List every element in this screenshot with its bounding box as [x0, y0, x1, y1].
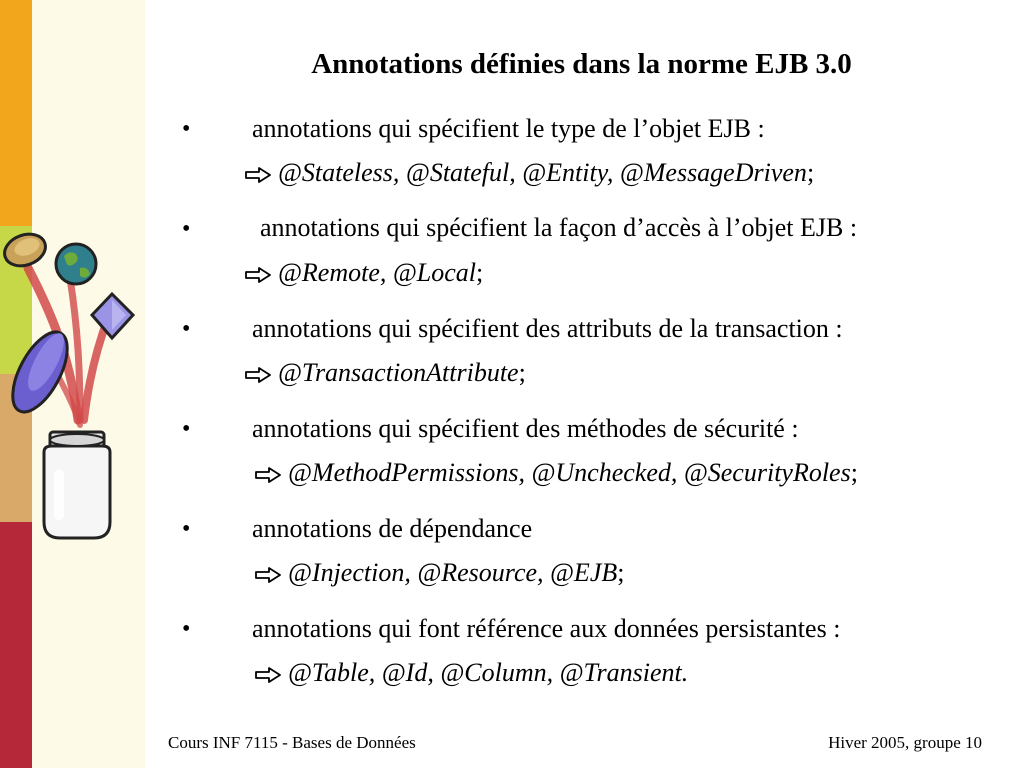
- annotation-suffix: ;: [518, 358, 526, 387]
- annotation-list: @TransactionAttribute: [278, 358, 519, 387]
- annotation-line: [254, 558, 624, 588]
- bullet-symbol: •: [182, 616, 191, 642]
- annotation-suffix: ;: [617, 558, 625, 587]
- annotation-list: @Remote, @Local: [278, 258, 477, 287]
- footer-term: Hiver 2005, groupe 10: [828, 733, 982, 752]
- bullet-text: annotations de dépendance: [252, 514, 533, 543]
- right-arrow-outline-icon: [244, 266, 272, 284]
- bullet-text: annotations qui spécifient des attributs de la transaction :: [252, 314, 843, 343]
- annotation-line: [244, 158, 814, 188]
- annotation-line: [244, 358, 526, 388]
- annotation-list: @Injection, @Resource, @EJB: [288, 558, 618, 587]
- right-arrow-outline-icon: [244, 366, 272, 384]
- bullet-symbol: •: [182, 516, 191, 542]
- diamond-icon: [92, 294, 133, 338]
- bullet-text: annotations qui spécifient le type de l’objet EJB :: [252, 114, 765, 143]
- annotation-line: [254, 458, 858, 488]
- bullet-symbol: •: [182, 416, 191, 442]
- coin-icon: [0, 229, 50, 272]
- decorative-sidebar: [0, 0, 145, 768]
- annotation-suffix: ;: [850, 458, 858, 487]
- annotation-line: [244, 258, 483, 288]
- right-arrow-outline-icon: [254, 566, 282, 584]
- bullet-symbol: •: [182, 116, 191, 142]
- right-arrow-outline-icon: [254, 466, 282, 484]
- bullet-symbol: •: [182, 316, 191, 342]
- annotation-list: @MethodPermissions, @Unchecked, @SecurityRoles: [288, 458, 851, 487]
- slide-title-text: Annotations définies dans la norme EJB 3.0: [311, 48, 852, 80]
- annotation-list: @Stateless, @Stateful, @Entity, @MessageDriven: [278, 158, 807, 187]
- clipart-illustration: [0, 0, 145, 768]
- globe-icon: [56, 244, 96, 284]
- slide-title: [0, 48, 1024, 81]
- bullet-text: annotations qui spécifient des méthodes de sécurité :: [252, 414, 799, 443]
- right-arrow-outline-icon: [254, 666, 282, 684]
- annotation-suffix: ;: [806, 158, 815, 187]
- annotation-suffix: ;: [476, 258, 484, 287]
- annotation-line: [254, 658, 688, 688]
- bullet-text: annotations qui font référence aux données persistantes :: [252, 614, 841, 643]
- annotation-list: @Table, @Id, @Column, @Transient.: [288, 658, 689, 687]
- jar-icon: [44, 432, 110, 538]
- bullet-symbol: •: [182, 216, 191, 242]
- footer-course: Cours INF 7115 - Bases de Données: [168, 733, 416, 752]
- bullet-text: annotations qui spécifient la façon d’accès à l’objet EJB :: [260, 213, 858, 242]
- right-arrow-outline-icon: [244, 166, 272, 184]
